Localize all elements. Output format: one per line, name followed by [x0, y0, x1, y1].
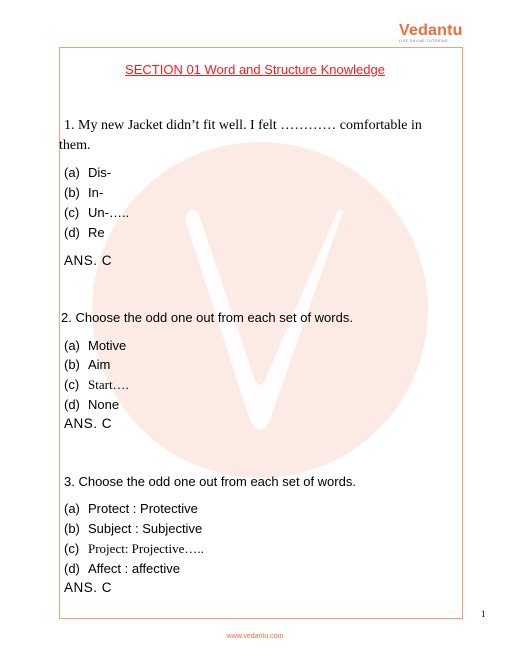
question-1-line-1: 1. My new Jacket didn’t fit well. I felt ………… comfortable in — [64, 118, 422, 133]
vedantu-logo — [399, 22, 461, 43]
question-1-option-b: (b) In- — [64, 185, 104, 200]
question-2-option-c: (c) Start…. — [64, 377, 129, 392]
logo-tagline: LIVE ONLINE TUTORING — [399, 39, 449, 43]
question-2-option-a: (a) Motive — [64, 338, 127, 353]
question-3-option-a: (a) Protect : Protective — [64, 501, 198, 516]
question-1-line-2: them. — [59, 138, 91, 153]
question-1-answer: ANS. C — [64, 253, 113, 268]
question-3-option-b: (b) Subject : Subjective — [64, 521, 203, 536]
question-1-option-d: (d) Re — [64, 225, 105, 240]
logo-wordmark: Vedantu — [399, 22, 463, 39]
footer-link[interactable]: www.vedantu.com — [226, 633, 284, 640]
question-1-option-c: (c) Un-….. — [64, 205, 130, 220]
section-title: SECTION 01 Word and Structure Knowledge — [125, 62, 385, 77]
question-3-option-c: (c) Project: Projective….. — [64, 541, 204, 556]
question-3-option-d: (d) Affect : affective — [64, 561, 181, 576]
question-2-option-b: (b) Aim — [64, 357, 111, 372]
page-number: 1 — [481, 609, 486, 619]
question-3-answer: ANS. C — [64, 580, 113, 595]
question-1-option-a: (a) Dis- — [64, 165, 112, 180]
question-3-text: 3. Choose the odd one out from each set of words. — [64, 474, 356, 489]
question-2-text: 2. Choose the odd one out from each set of words. — [61, 310, 353, 325]
question-2-option-d: (d) None — [64, 397, 120, 412]
question-2-answer: ANS. C — [64, 416, 113, 431]
